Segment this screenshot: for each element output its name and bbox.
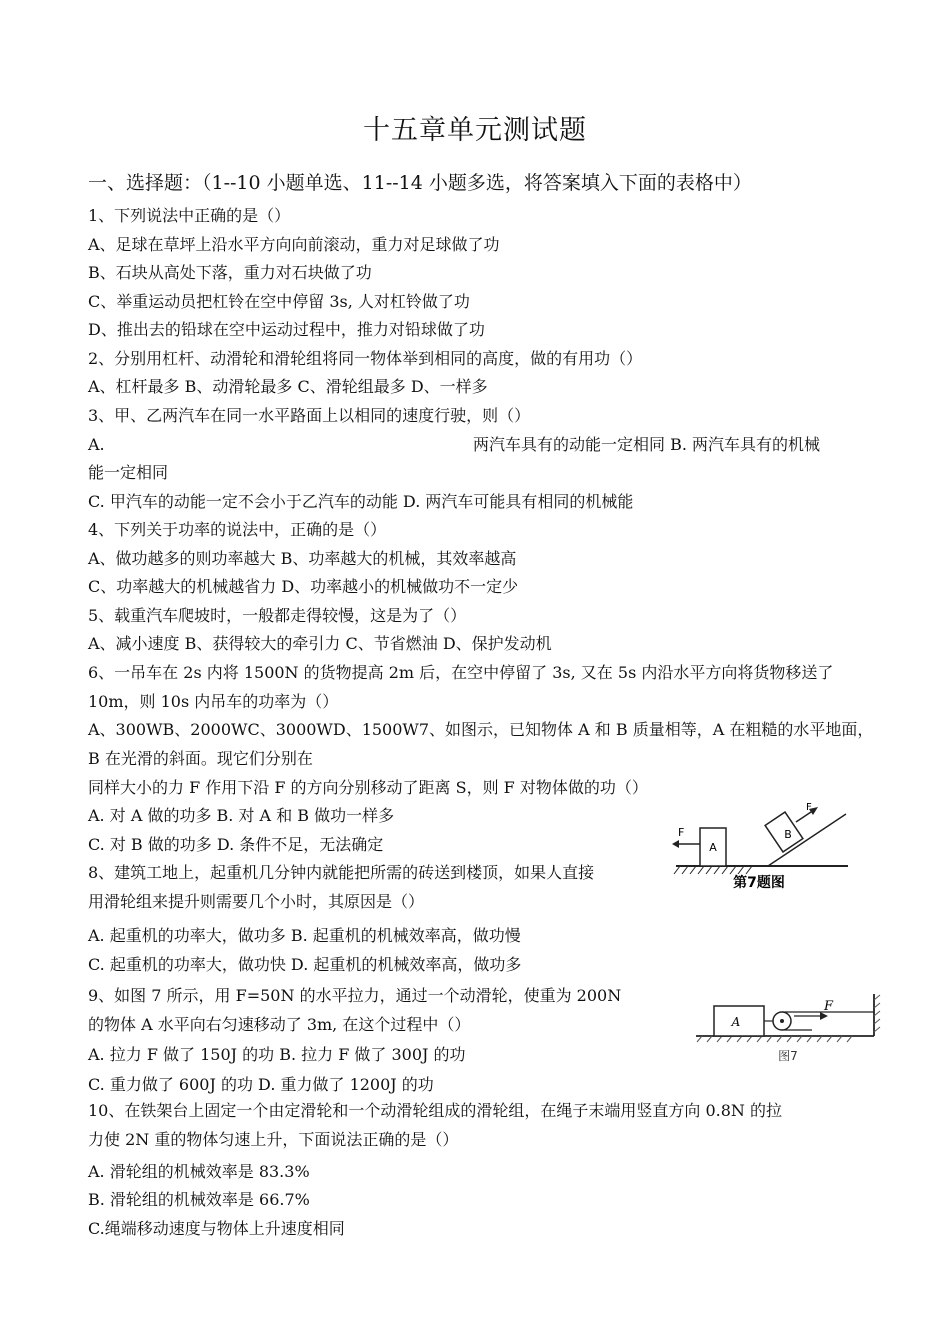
q4-options-ab: A、做功越多的则功率越大 B、功率越大的机械，其效率越高 xyxy=(88,549,517,568)
q3-option-a-label: A. xyxy=(88,435,105,454)
q2-stem: 2、分别用杠杆、动滑轮和滑轮组将同一物体举到相同的高度，做的有用功（） xyxy=(88,349,643,368)
q1-option-c: C、举重运动员把杠铃在空中停留 3s, 人对杠铃做了功 xyxy=(88,292,470,311)
q1-stem: 1、下列说法中正确的是（） xyxy=(88,206,291,225)
q7-options-ab: A. 对 A 做的功多 B. 对 A 和 B 做功一样多 xyxy=(88,806,395,825)
q10-option-c: C.绳端移动速度与物体上升速度相同 xyxy=(88,1219,345,1238)
q7-stem-cont: B 在光滑的斜面。现它们分别在 xyxy=(88,749,313,768)
box-b-label: B xyxy=(784,828,792,841)
wall-hatching xyxy=(874,995,880,1032)
ground-hatching xyxy=(674,866,752,874)
section-heading: 一、选择题：（1--10 小题单选、11--14 小题多选，将答案填入下面的表格中） xyxy=(88,172,752,194)
page-title: 十五章单元测试题 xyxy=(363,115,587,146)
q9-stem-cont: 的物体 A 水平向右匀速移动了 3m, 在这个过程中（） xyxy=(88,1015,471,1034)
q8-stem: 8、建筑工地上，起重机几分钟内就能把所需的砖送到楼顶，如果人直接 xyxy=(88,863,595,882)
q1-option-b: B、石块从高处下落，重力对石块做了功 xyxy=(88,263,372,282)
q3-option-a-b: 两汽车具有的动能一定相同 B. 两汽车具有的机械 xyxy=(473,435,821,454)
question-9-figure xyxy=(694,992,882,1070)
force-label: F xyxy=(824,999,834,1014)
q10-stem-cont: 力使 2N 重的物体匀速上升，下面说法正确的是（） xyxy=(88,1130,459,1149)
force-arrowhead-left xyxy=(672,840,679,848)
question-7-figure xyxy=(668,800,850,895)
q9-options-ab: A. 拉力 F 做了 150J 的功 B. 拉力 F 做了 300J 的功 xyxy=(88,1045,466,1064)
q6-options-q7-stem: A、300WB、2000WC、3000WD、1500W7、如图示，已知物体 A 和 B 质量相等，A 在粗糙的水平地面， xyxy=(88,720,874,739)
q6-stem-cont: 10m，则 10s 内吊车的功率为（） xyxy=(88,692,339,711)
q10-stem: 10、在铁架台上固定一个由定滑轮和一个动滑轮组成的滑轮组，在绳子末端用竖直方向 0.8N 的拉 xyxy=(88,1101,782,1120)
q7-stem-cont2: 同样大小的力 F 作用下沿 F 的方向分别移动了距离 S，则 F 对物体做的功（） xyxy=(88,778,648,797)
q2-options: A、杠杆最多 B、动滑轮最多 C、滑轮组最多 D、一样多 xyxy=(88,377,488,396)
q5-stem: 5、载重汽车爬坡时，一般都走得较慢，这是为了（） xyxy=(88,606,467,625)
q4-options-cd: C、功率越大的机械越省力 D、功率越小的机械做功不一定少 xyxy=(88,577,519,596)
q9-stem: 9、如图 7 所示，用 F=50N 的水平拉力，通过一个动滑轮，使重为 200N xyxy=(88,986,622,1005)
q3-option-b-cont: 能一定相同 xyxy=(88,463,169,482)
force-label-left: F xyxy=(678,826,685,839)
q9-options-cd: C. 重力做了 600J 的功 D. 重力做了 1200J 的功 xyxy=(88,1075,434,1094)
q5-options: A、减小速度 B、获得较大的牵引力 C、节省燃油 D、保护发动机 xyxy=(88,634,552,653)
q1-option-d: D、推出去的铅球在空中运动过程中，推力对铅球做了功 xyxy=(88,320,485,339)
box-a-label: A xyxy=(731,1015,741,1029)
q8-stem-cont: 用滑轮组来提升则需要几个小时，其原因是（） xyxy=(88,892,425,911)
q8-options-ab: A. 起重机的功率大，做功多 B. 起重机的机械效率高，做功慢 xyxy=(88,926,521,945)
force-label-right: F xyxy=(806,802,812,813)
q10-option-a: A. 滑轮组的机械效率是 83.3% xyxy=(88,1162,310,1181)
q8-options-cd: C. 起重机的功率大，做功快 D. 起重机的机械效率高，做功多 xyxy=(88,955,522,974)
q10-option-b: B. 滑轮组的机械效率是 66.7% xyxy=(88,1190,310,1209)
box-a-label: A xyxy=(709,841,717,854)
q3-options-cd: C. 甲汽车的动能一定不会小于乙汽车的动能 D. 两汽车可能具有相同的机械能 xyxy=(88,492,634,511)
figure-7-caption: 第7题图 xyxy=(733,875,785,891)
q4-stem: 4、下列关于功率的说法中，正确的是（） xyxy=(88,520,387,539)
q1-option-a: A、足球在草坪上沿水平方向向前滚动，重力对足球做了功 xyxy=(88,235,500,254)
q3-stem: 3、甲、乙两汽车在同一水平路面上以相同的速度行驶，则（） xyxy=(88,406,531,425)
figure-9-caption: 图7 xyxy=(778,1049,798,1063)
q7-options-cd: C. 对 B 做的功多 D. 条件不足，无法确定 xyxy=(88,835,384,854)
q6-stem: 6、一吊车在 2s 内将 1500N 的货物提高 2m 后，在空中停留了 3s, 又在 5s 内沿水平方向将货物移送了 xyxy=(88,663,834,682)
floor-hatching xyxy=(697,1036,852,1042)
pulley-axle xyxy=(780,1019,784,1023)
